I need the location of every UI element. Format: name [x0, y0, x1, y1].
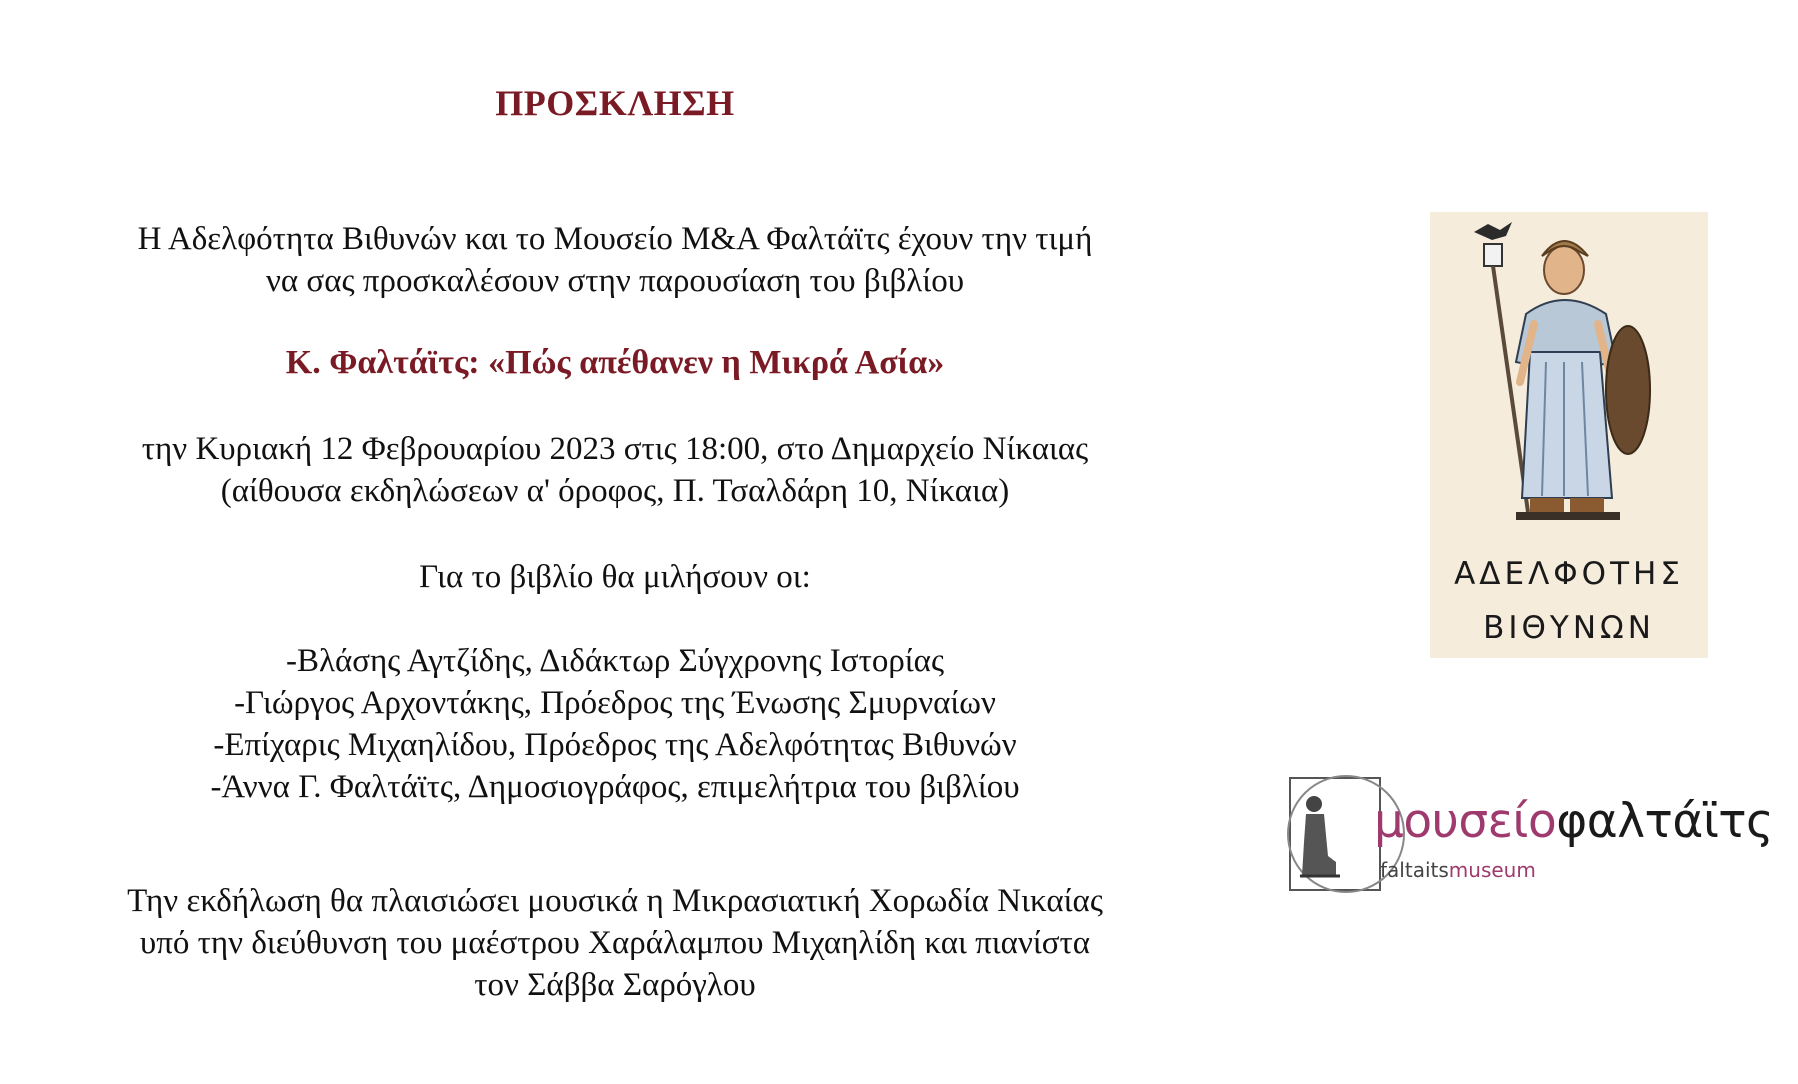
speaker-item: -Άννα Γ. Φαλτάϊτς, Δημοσιογράφος, επιμελήτρια του βιβλίου — [210, 769, 1020, 805]
music-paragraph — [20, 880, 1210, 1006]
logo-greek-part2: φαλτάϊτς — [1556, 794, 1774, 849]
speaker-item: -Επίχαρις Μιχαηλίδου, Πρόεδρος της Αδελφότητας Βιθυνών — [213, 727, 1017, 763]
speaker-item: -Βλάσης Αγτζίδης, Διδάκτωρ Σύγχρονης Ιστορίας — [285, 643, 945, 679]
music-line: τον Σάββα Σαρόγλου — [474, 967, 756, 1003]
faltaits-museum-logo — [1280, 766, 1774, 906]
intro-line: Η Αδελφότητα Βιθυνών και το Μουσείο Μ&Α Φαλτάϊτς έχουν την τιμή — [137, 221, 1093, 257]
speakers-intro — [20, 556, 1210, 598]
logo-greek-part1: μουσείο — [1374, 794, 1557, 849]
venue-line: (αίθουσα εκδηλώσεων α' όροφος, Π. Τσαλδάρη 10, Νίκαια) — [220, 473, 1010, 509]
logo-greek-wordmark — [1374, 794, 1773, 849]
book-title: Κ. Φαλτάϊτς: «Πώς απέθανεν η Μικρά Ασία» — [285, 344, 945, 381]
logo-latin-part2: museum — [1448, 858, 1536, 882]
brotherhood-emblem — [1430, 212, 1708, 658]
invitation-heading: ΠΡΟΣΚΛΗΣΗ — [495, 83, 735, 123]
bithynia-figure-illustration-icon — [1430, 212, 1708, 552]
speaker-item: -Γιώργος Αρχοντάκης, Πρόεδρος της Ένωσης Σμυρναίων — [234, 685, 996, 721]
music-line: Την εκδήλωση θα πλαισιώσει μουσικά η Μικρασιατική Χορωδία Νικαίας — [127, 883, 1103, 919]
book-title-paragraph — [20, 342, 1210, 384]
date-time-line: την Κυριακή 12 Φεβρουαρίου 2023 στις 18:00, στο Δημαρχείο Νίκαιας — [141, 431, 1089, 467]
intro-line: να σας προσκαλέσουν στην παρουσίαση του βιβλίου — [265, 263, 965, 299]
logo-latin-part1: faltaits — [1380, 858, 1449, 882]
logo-latin-wordmark — [1380, 858, 1536, 882]
speakers-intro-line: Για το βιβλίο θα μιλήσουν οι: — [419, 559, 811, 595]
emblem-title-line2: ΒΙΘΥΝΩΝ — [1483, 610, 1655, 646]
emblem-title-line1: ΑΔΕΛΦΟΤΗΣ — [1454, 556, 1684, 592]
intro-paragraph — [20, 218, 1210, 302]
speakers-list — [20, 640, 1210, 808]
date-location-paragraph — [20, 428, 1210, 512]
music-line: υπό την διεύθυνση του μαέστρου Χαράλαμπου Μιχαηλίδη και πιανίστα — [139, 925, 1091, 961]
